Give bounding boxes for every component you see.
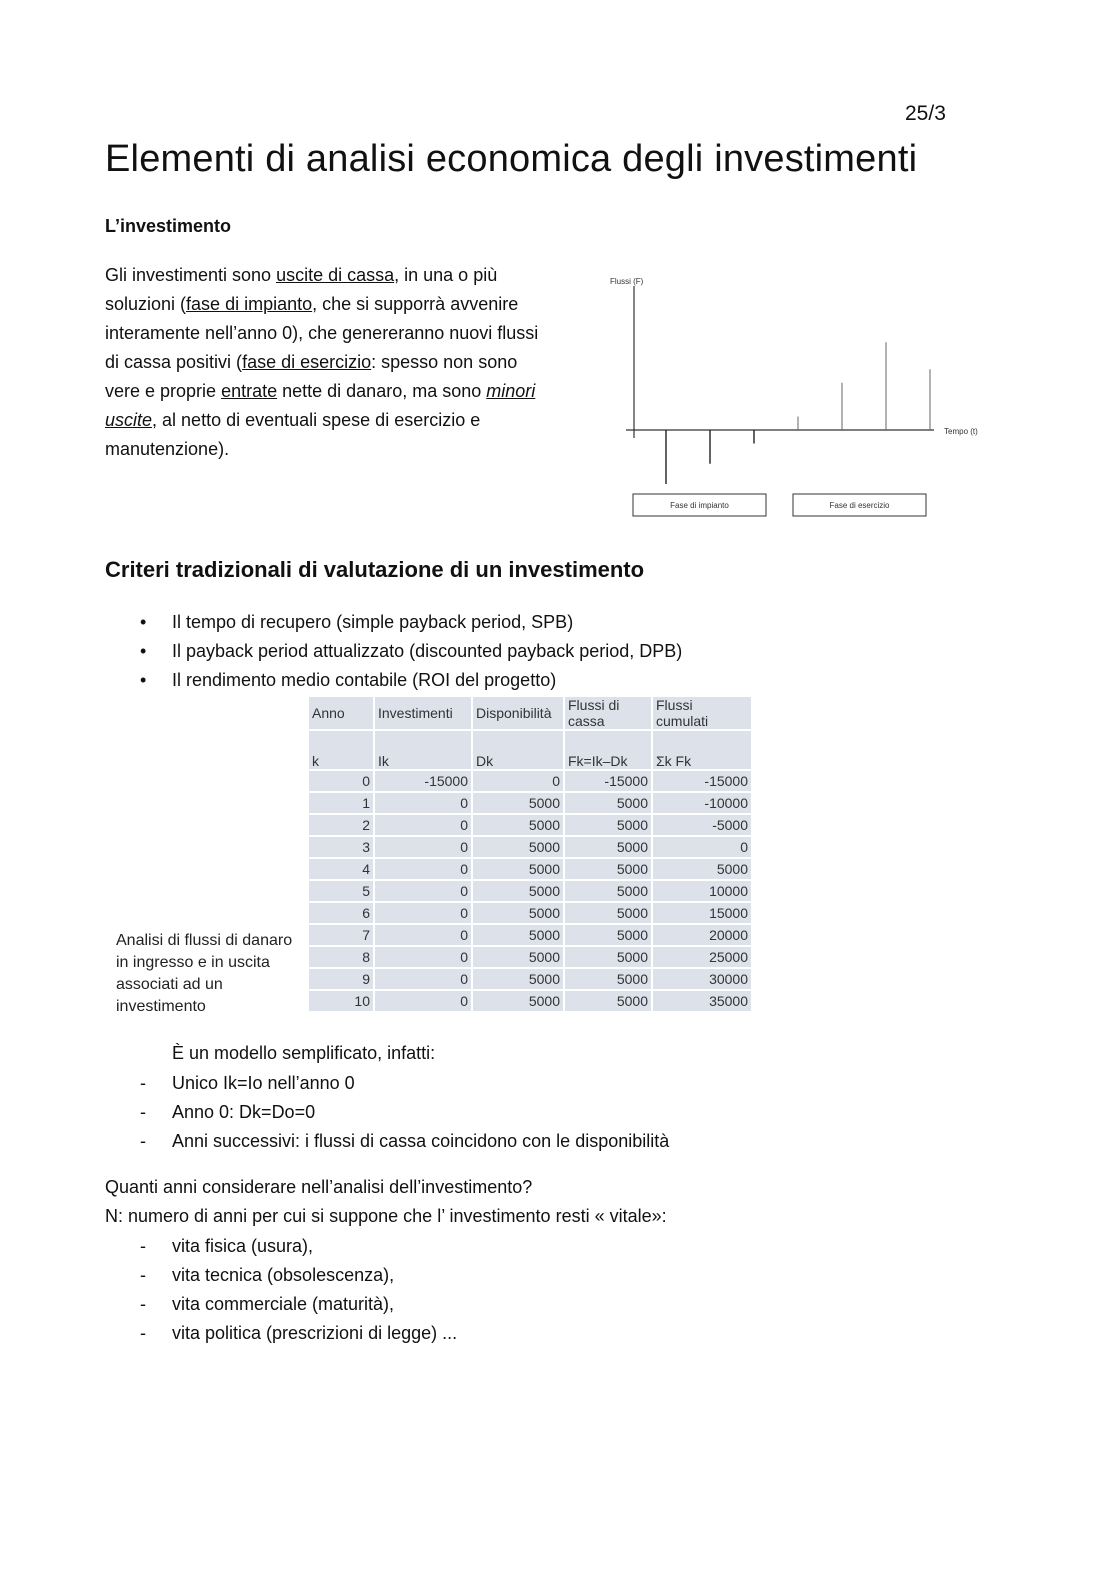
table-cell: 5000 bbox=[565, 859, 651, 879]
table-symbol-cell: Dk bbox=[473, 731, 563, 769]
cash-flow-table bbox=[307, 695, 753, 1013]
list-item: - vita fisica (usura), bbox=[140, 1232, 457, 1261]
phase-label-esercizio: Fase di esercizio bbox=[829, 501, 890, 510]
model-list bbox=[140, 1069, 669, 1156]
table-cell: 5000 bbox=[473, 991, 563, 1011]
table-cell: 0 bbox=[375, 881, 471, 901]
table-cell: 5000 bbox=[565, 947, 651, 967]
list-item: • Il tempo di recupero (simple payback period, SPB) bbox=[140, 608, 682, 637]
table-row bbox=[309, 925, 751, 945]
table-header-row bbox=[309, 697, 751, 729]
table-symbol-row bbox=[309, 731, 751, 769]
term-fase-di-impianto: fase di impianto bbox=[186, 294, 313, 314]
years-list bbox=[140, 1232, 457, 1348]
table-row bbox=[309, 881, 751, 901]
table-cell: 30000 bbox=[653, 969, 751, 989]
table-header-cell: Anno bbox=[309, 697, 373, 729]
table-cell: 1 bbox=[309, 793, 373, 813]
table-cell: 5000 bbox=[565, 881, 651, 901]
table-cell: -15000 bbox=[565, 771, 651, 791]
table-cell: 5000 bbox=[565, 793, 651, 813]
table-cell: 15000 bbox=[653, 903, 751, 923]
list-item: - vita tecnica (obsolescenza), bbox=[140, 1261, 457, 1290]
table-cell: 5 bbox=[309, 881, 373, 901]
table-cell: 0 bbox=[473, 771, 563, 791]
list-item: - vita commerciale (maturità), bbox=[140, 1290, 457, 1319]
table-header-cell: Flussi di cassa bbox=[565, 697, 651, 729]
table-cell: 5000 bbox=[565, 903, 651, 923]
table-cell: 5000 bbox=[473, 947, 563, 967]
list-item: - Anno 0: Dk=Do=0 bbox=[140, 1098, 669, 1127]
table-cell: 5000 bbox=[473, 815, 563, 835]
term-uscite-di-cassa: uscite di cassa bbox=[276, 265, 395, 285]
table-cell: 3 bbox=[309, 837, 373, 857]
table-cell: -15000 bbox=[653, 771, 751, 791]
term-fase-di-esercizio: fase di esercizio bbox=[242, 352, 372, 372]
table-cell: 5000 bbox=[473, 859, 563, 879]
table-cell: 5000 bbox=[653, 859, 751, 879]
table-row bbox=[309, 859, 751, 879]
table-cell: 0 bbox=[375, 991, 471, 1011]
table-cell: 5000 bbox=[565, 969, 651, 989]
list-item: - Unico Ik=Io nell’anno 0 bbox=[140, 1069, 669, 1098]
table-row bbox=[309, 771, 751, 791]
table-row bbox=[309, 947, 751, 967]
table-cell: 0 bbox=[375, 947, 471, 967]
table-cell: 6 bbox=[309, 903, 373, 923]
page-title: Elementi di analisi economica degli investimenti bbox=[105, 138, 918, 180]
table-cell: 2 bbox=[309, 815, 373, 835]
table-cell: -5000 bbox=[653, 815, 751, 835]
years-question: Quanti anni considerare nell’analisi dell’investimento? bbox=[105, 1177, 533, 1197]
phase-label-impianto: Fase di impianto bbox=[670, 501, 729, 510]
table-row bbox=[309, 903, 751, 923]
table-cell: 5000 bbox=[473, 837, 563, 857]
table-cell: 0 bbox=[653, 837, 751, 857]
table-row bbox=[309, 837, 751, 857]
criteria-list bbox=[140, 608, 682, 695]
table-cell: 0 bbox=[375, 925, 471, 945]
cash-flow-chart bbox=[600, 268, 1000, 524]
table-symbol-cell: Ik bbox=[375, 731, 471, 769]
table-cell: 5000 bbox=[473, 881, 563, 901]
y-axis-label: Flussi (F) bbox=[610, 277, 644, 286]
table-row bbox=[309, 969, 751, 989]
table-cell: 5000 bbox=[565, 991, 651, 1011]
model-intro: È un modello semplificato, infatti: bbox=[172, 1043, 436, 1063]
criteria-heading: Criteri tradizionali di valutazione di un investimento bbox=[105, 557, 645, 582]
table-cell: 0 bbox=[375, 837, 471, 857]
table-cell: 25000 bbox=[653, 947, 751, 967]
table-symbol-cell: k bbox=[309, 731, 373, 769]
table-cell: 0 bbox=[309, 771, 373, 791]
term-entrate: entrate bbox=[221, 381, 278, 401]
table-cell: 5000 bbox=[473, 903, 563, 923]
years-answer: N: numero di anni per cui si suppone che l’ investimento resti « vitale»: bbox=[105, 1206, 667, 1226]
table-cell: -10000 bbox=[653, 793, 751, 813]
table-row bbox=[309, 815, 751, 835]
table-symbol-cell: Σk Fk bbox=[653, 731, 751, 769]
table-row bbox=[309, 991, 751, 1011]
intro-subheading: L’investimento bbox=[105, 216, 232, 236]
table-cell: 0 bbox=[375, 859, 471, 879]
table-cell: 0 bbox=[375, 969, 471, 989]
table-row bbox=[309, 793, 751, 813]
table-symbol-cell: Fk=Ik–Dk bbox=[565, 731, 651, 769]
term-minori-uscite: minori uscite bbox=[105, 381, 536, 430]
table-cell: 0 bbox=[375, 815, 471, 835]
intro-paragraph: Gli investimenti sono uscite di cassa, in una o più soluzioni (fase di impianto, che si supporrà avvenire interamente nell’anno 0), che genereranno nuovi flussi di cassa positivi (fase di esercizio: spesso non sono vere e proprie entrate nette di danaro, ma sono minori uscite, al netto di eventuali spese di esercizio e manutenzione). bbox=[105, 265, 539, 459]
table-cell: 35000 bbox=[653, 991, 751, 1011]
list-item: - vita politica (prescrizioni di legge) ... bbox=[140, 1319, 457, 1348]
table-cell: 0 bbox=[375, 903, 471, 923]
table-cell: 5000 bbox=[565, 815, 651, 835]
table-cell: 10 bbox=[309, 991, 373, 1011]
table-cell: 10000 bbox=[653, 881, 751, 901]
list-item: • Il rendimento medio contabile (ROI del progetto) bbox=[140, 666, 682, 695]
table-cell: 5000 bbox=[565, 837, 651, 857]
table-cell: 20000 bbox=[653, 925, 751, 945]
list-item: • Il payback period attualizzato (discounted payback period, DPB) bbox=[140, 637, 682, 666]
table-header-cell: Flussi cumulati bbox=[653, 697, 751, 729]
table-cell: 4 bbox=[309, 859, 373, 879]
list-item: - Anni successivi: i flussi di cassa coincidono con le disponibilità bbox=[140, 1127, 669, 1156]
table-cell: 7 bbox=[309, 925, 373, 945]
table-cell: 5000 bbox=[565, 925, 651, 945]
table-cell: -15000 bbox=[375, 771, 471, 791]
table-cell: 8 bbox=[309, 947, 373, 967]
table-caption: Analisi di flussi di danaro in ingresso e in uscita associati ad un investimento bbox=[116, 932, 293, 1015]
table-header-cell: Disponibilità bbox=[473, 697, 563, 729]
table-cell: 5000 bbox=[473, 793, 563, 813]
table-cell: 5000 bbox=[473, 925, 563, 945]
table-header-cell: Investimenti bbox=[375, 697, 471, 729]
x-axis-label: Tempo (t) bbox=[944, 427, 978, 436]
table-cell: 5000 bbox=[473, 969, 563, 989]
table-cell: 0 bbox=[375, 793, 471, 813]
page-date: 25/3 bbox=[905, 102, 946, 125]
table-cell: 9 bbox=[309, 969, 373, 989]
